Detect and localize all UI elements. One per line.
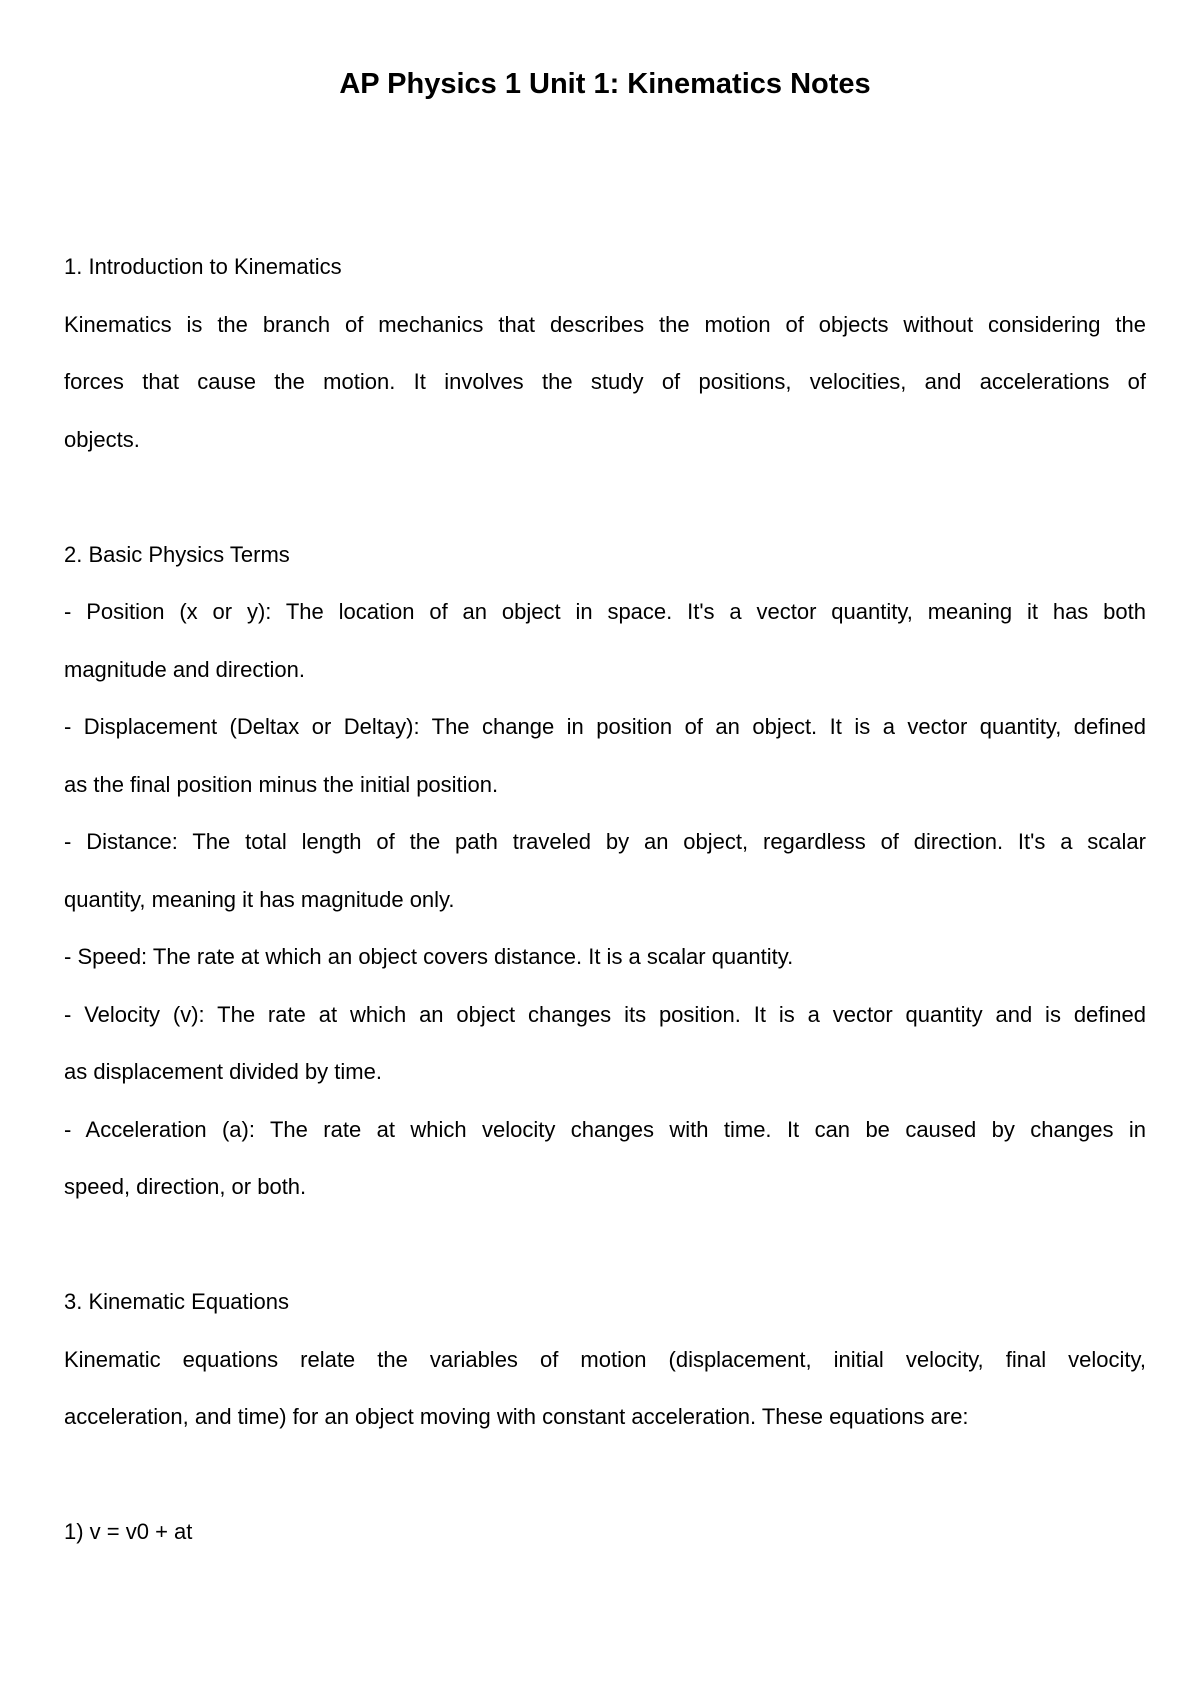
document-body [64,238,1146,1561]
equation-1: 1) v = v0 + at [64,1519,193,1544]
paragraph-line: objects. [64,426,140,452]
term-speed: - Speed: The rate at which an object covers distance. It is a scalar quantity. [64,944,794,969]
term-position: - Position (x or y): The location of an object in space. It's a vector quantity, meaning it has both [64,599,1146,624]
term-velocity: - Velocity (v): The rate at which an object changes its position. It is a vector quantity and is defined [64,1001,1146,1027]
spacer [64,1446,1146,1504]
spacer [64,468,1146,526]
term-displacement-cont: as the final position minus the initial position. [64,771,499,797]
term-acceleration: - Acceleration (a): The rate at which velocity changes with time. It can be caused by changes in [64,1116,1146,1142]
section-heading-kinematic-equations: 3. Kinematic Equations [64,1289,290,1314]
paragraph-line: acceleration, and time) for an object moving with constant acceleration. These equations are: [64,1404,969,1429]
paragraph-line: Kinematics is the branch of mechanics that describes the motion of objects without considering the [64,311,1146,337]
term-position-cont: magnitude and direction. [64,656,305,682]
spacer [64,1216,1146,1274]
term-acceleration-cont: speed, direction, or both. [64,1174,307,1199]
term-distance-cont: quantity, meaning it has magnitude only. [64,886,455,912]
term-displacement: - Displacement (Deltax or Deltay): The change in position of an object. It is a vector quantity, defined [64,714,1146,739]
paragraph-line: forces that cause the motion. It involves the study of positions, velocities, and accelerations of [64,369,1146,394]
section-heading-introduction: 1. Introduction to Kinematics [64,254,342,279]
paragraph-line: Kinematic equations relate the variables of motion (displacement, initial velocity, final velocity, [64,1346,1146,1372]
page-title: AP Physics 1 Unit 1: Kinematics Notes [339,68,871,100]
term-distance: - Distance: The total length of the path traveled by an object, regardless of direction. It's a scalar [64,829,1146,854]
section-heading-basic-terms: 2. Basic Physics Terms [64,541,290,567]
term-velocity-cont: as displacement divided by time. [64,1059,382,1084]
